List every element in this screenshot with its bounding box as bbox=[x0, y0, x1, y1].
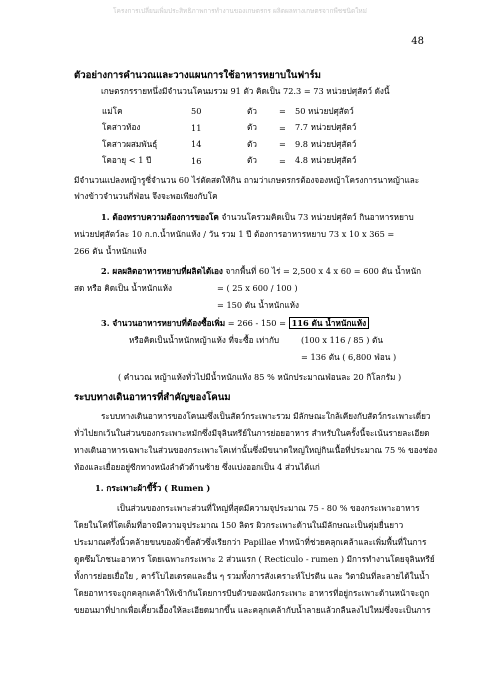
para2-line1: ระบบทางเดินอาหารของโคนมซึ่งเป็นสัตว์กระเพาะรวม มีลักษณะใกล้เคียงกับสัตว์กระเพาะเดี่ยว bbox=[101, 411, 431, 421]
table-row bbox=[102, 153, 356, 170]
livestock-units: 9.8 หน่วยปศุสัตว์ bbox=[295, 138, 357, 149]
item3-line1 bbox=[101, 318, 369, 329]
item2-text: จากพื้นที่ 60 ไร่ = 2,500 x 4 x 60 = 600 ตัน น้ำหนัก bbox=[222, 266, 422, 276]
animal-label: แม่โค bbox=[102, 105, 123, 116]
intro-line: เกษตรกรรายหนึ่งมีจำนวนโคนมรวม 91 ตัว คิดเป็น 72.3 = 73 หน่วยปศุสัตว์ ดังนี้ bbox=[101, 86, 390, 96]
para1-line1: มีจำนวนแปลงหญ้ารูซี่จำนวน 60 ไร่ตัดสดให้กิน ถามว่าเกษตรกรต้องจองหญ้าโครงการนาหญ้าและ bbox=[74, 175, 420, 185]
para3-line6: โดยอาหารจะถูกคลุกเคล้าให้เข้ากันโดยการบีบตัวของผนังกระเพาะ อาหารที่อยู่กระเพาะด้านหน้าจะถูก bbox=[74, 588, 430, 598]
animal-unit: ตัว bbox=[247, 105, 257, 116]
calculation-note: ( คำนวณ หญ้าแห้งทั่วไปมีน้ำหนักแห้ง 85 % หนักประมาณฟ่อนละ 20 กิโลกรัม ) bbox=[118, 372, 402, 382]
item1-line2: หน่วยปศุสัตว์ละ 10 ก.ก.น้ำหนักแห้ง / วัน รวม 1 ปี ต้องการอาหารหยาบ 73 x 10 x 365 = bbox=[74, 229, 395, 239]
equals-sign: = bbox=[279, 155, 286, 166]
animal-count: 50 bbox=[191, 106, 202, 117]
item2-line3: = 150 ตัน น้ำหนักแห้ง bbox=[217, 300, 300, 310]
livestock-unit-table bbox=[102, 103, 356, 169]
item1-text: จำนวนโครวมคิดเป็น 73 หน่วยปศุสัตว์ กินอาหารหยาบ bbox=[218, 212, 414, 222]
animal-count: 16 bbox=[191, 155, 202, 166]
animal-count: 14 bbox=[191, 139, 202, 150]
para1-line2: ฟางข้าวจำนวนกี่ฟ่อน จึงจะพอเพียงกับโค bbox=[74, 191, 218, 201]
para3-line2: โดยในโคที่โตเต็มที่อาจมีความจุประมาณ 150 ลิตร ผิวกระเพาะด้านในมีลักษณะเป็นตุ่มยื่นยาว bbox=[74, 520, 404, 530]
livestock-units: 7.7 หน่วยปศุสัตว์ bbox=[295, 122, 357, 133]
animal-label: โคสาวท้อง bbox=[102, 122, 141, 133]
section2-title: ระบบทางเดินอาหารที่สำคัญของโคนม bbox=[74, 392, 231, 403]
item3-calc: = 266 - 150 = bbox=[225, 318, 286, 328]
animal-unit: ตัว bbox=[247, 155, 257, 166]
section1-title: ตัวอย่างการคำนวณและวางแผนการใช้อาหารหยาบในฟาร์ม bbox=[74, 70, 321, 81]
item2-title: 2. ผลผลิตอาหารหยาบที่ผลิตได้เอง bbox=[101, 266, 223, 276]
para3-line5: ทั้งการย่อยเยื่อใย , คาร์โบไฮเดรตและอื่น ๆ รวมทั้งการสังเคราะห์โปรตีน และ วิตามินที่ละลายได้ในน้ำ bbox=[74, 571, 430, 581]
equals-sign: = bbox=[279, 106, 286, 117]
livestock-units: 50 หน่วยปศุสัตว์ bbox=[295, 105, 354, 116]
animal-label: โคสาวผสมพันธุ์ bbox=[102, 138, 158, 149]
table-row bbox=[102, 120, 356, 137]
item2-line1 bbox=[101, 266, 421, 277]
para2-line2: ทั่วไปยกเว้นในส่วนของกระเพาะหมักซึ่งมีจุลินทรีย์ในการย่อยอาหาร สำหรับในครั้งนี้จะเน้นรายละเอียด bbox=[74, 428, 430, 438]
rumen-subtitle: 1. กระเพาะผ้าขี้ริ้ว ( Rumen ) bbox=[95, 483, 211, 493]
item1-title: 1. ต้องทราบความต้องการของโค bbox=[101, 212, 219, 222]
item3-line2b: (100 x 116 / 85 ) ตัน bbox=[301, 335, 383, 345]
equals-sign: = bbox=[279, 139, 286, 150]
equals-sign: = bbox=[279, 122, 286, 133]
para3-line7: ขยอนมาที่ปากเพื่อเคี้ยวเอื้องให้ละเอียดมากขึ้น และคลุกเคล้ากับน้ำลายแล้วกลืนลงไปใหม่ซึ่งจะเป็นการ bbox=[74, 605, 431, 615]
table-row bbox=[102, 136, 356, 153]
item1-line1 bbox=[101, 212, 414, 223]
item1-line3: 266 ตัน น้ำหนักแห้ง bbox=[74, 246, 147, 256]
page-number: 48 bbox=[411, 36, 424, 47]
table-row bbox=[102, 103, 356, 120]
para3-line3: ประมาณครึ่งนิ้วคล้ายขนของผ้าขี้ลตัวซึ่งเรียกว่า Papillae ทำหน้าที่ช่วยคลุกเคล้าและเพิ่มพื้นที่ในการ bbox=[74, 537, 427, 547]
header-watermark: โครงการเปลี่ยนเพิ่มประสิทธิภาพการทำงานของเกษตรกร ผลิตผลทางเกษตรจากพืชชนิดใหม่ bbox=[113, 7, 367, 15]
item2-line2b: = ( 25 x 600 / 100 ) bbox=[217, 283, 298, 293]
item3-line2a: หรือคิดเป็นน้ำหนักหญ้าแห้ง ที่จะซื้อ เท่ากับ bbox=[129, 335, 280, 345]
livestock-units: 4.8 หน่วยปศุสัตว์ bbox=[295, 155, 357, 166]
item3-result-box: 116 ตัน น้ำหนักแห้ง bbox=[289, 317, 370, 329]
animal-unit: ตัว bbox=[247, 122, 257, 133]
animal-label: โคอายุ < 1 ปี bbox=[102, 155, 152, 166]
item3-title: 3. จำนวนอาหารหยาบที่ต้องซื้อเพิ่ม bbox=[101, 318, 226, 328]
item3-line3: = 136 ตัน ( 6,800 ฟ่อน ) bbox=[301, 352, 397, 362]
para3-line1: เป็นส่วนของกระเพาะส่วนที่ใหญ่ที่สุดมีความจุประมาณ 75 - 80 % ของกระเพาะอาหาร bbox=[117, 503, 420, 513]
para2-line3: ทางเดินอาหารเฉพาะในส่วนของกระเพาะโคเท่านั้นซึ่งมีขนาดใหญ่ใหญ่กินเนื้อที่ประมาณ 75 % ของช่อง bbox=[74, 445, 438, 455]
animal-count: 11 bbox=[191, 122, 202, 133]
para2-line4: ท้องและเยื่อยอยู่ซีกทางหนังลำตัวด้านซ้าย ซึ่งแบ่งออกเป็น 4 ส่วนได้แก่ bbox=[74, 462, 320, 472]
animal-unit: ตัว bbox=[247, 138, 257, 149]
item2-line2a: สด หรือ คิดเป็น น้ำหนักแห้ง bbox=[74, 283, 173, 293]
para3-line4: ดูดซึมโภชนะอาหาร โดยเฉพาะกระเพาะ 2 ส่วนแรก ( Recticulo - rumen ) มีการทำงานโดยจุลินทรีย์ bbox=[74, 554, 435, 564]
